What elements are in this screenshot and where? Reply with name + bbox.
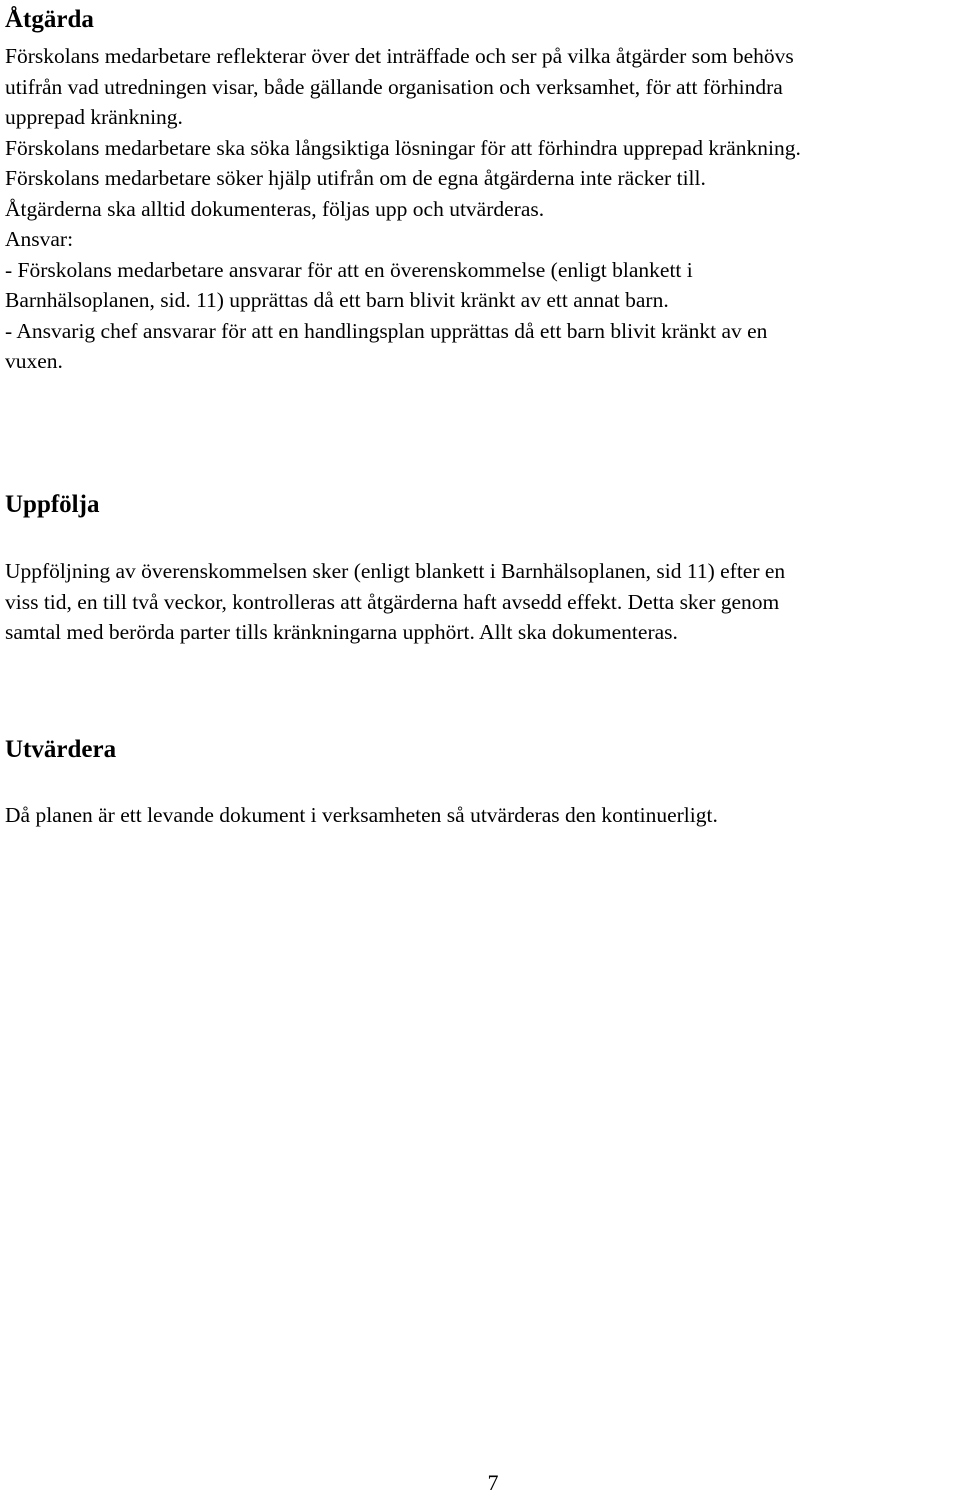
paragraph-line: utifrån vad utredningen visar, både gällande organisation och verksamhet, för att förhindra xyxy=(5,74,783,99)
paragraph-line: - Ansvarig chef ansvarar för att en handlingsplan upprättas då ett barn blivit kränkt av en xyxy=(5,318,768,343)
section-heading-utvardera: Utvärdera xyxy=(5,736,117,763)
paragraph-line: Förskolans medarbetare ska söka långsiktiga lösningar för att förhindra upprepad kränkning. xyxy=(5,135,801,160)
paragraph-line: vuxen. xyxy=(5,349,63,373)
paragraph-line: Förskolans medarbetare söker hjälp utifrån om de egna åtgärderna inte räcker till. xyxy=(5,166,706,190)
paragraph-line: Ansvar: xyxy=(5,227,74,251)
section-heading-atgarda: Åtgärda xyxy=(5,6,94,33)
paragraph-line: Åtgärderna ska alltid dokumenteras, följas upp och utvärderas. xyxy=(5,196,545,221)
paragraph-line: Förskolans medarbetare reflekterar över det inträffade och ser på vilka åtgärder som behövs xyxy=(5,44,794,68)
paragraph-line: Då planen är ett levande dokument i verksamheten så utvärderas den kontinuerligt. xyxy=(5,803,718,827)
paragraph-line: samtal med berörda parter tills kränkningarna upphört. Allt ska dokumenteras. xyxy=(5,620,678,644)
page-number: 7 xyxy=(487,1470,499,1495)
section-heading-uppfolja: Uppfölja xyxy=(5,491,100,518)
section-body-atgarda xyxy=(5,41,801,377)
paragraph-line: Barnhälsoplanen, sid. 11) upprättas då ett barn blivit kränkt av ett annat barn. xyxy=(5,288,669,312)
paragraph-line: - Förskolans medarbetare ansvarar för att en överenskommelse (enligt blankett i xyxy=(5,257,693,282)
paragraph-line: viss tid, en till två veckor, kontrolleras att åtgärderna haft avsedd effekt. Detta sker genom xyxy=(5,589,780,614)
paragraph-line: Uppföljning av överenskommelsen sker (enligt blankett i Barnhälsoplanen, sid 11) efter en xyxy=(5,559,786,583)
section-body-uppfolja xyxy=(5,556,785,648)
paragraph-line: upprepad kränkning. xyxy=(5,105,183,129)
section-body-utvardera xyxy=(5,800,718,831)
